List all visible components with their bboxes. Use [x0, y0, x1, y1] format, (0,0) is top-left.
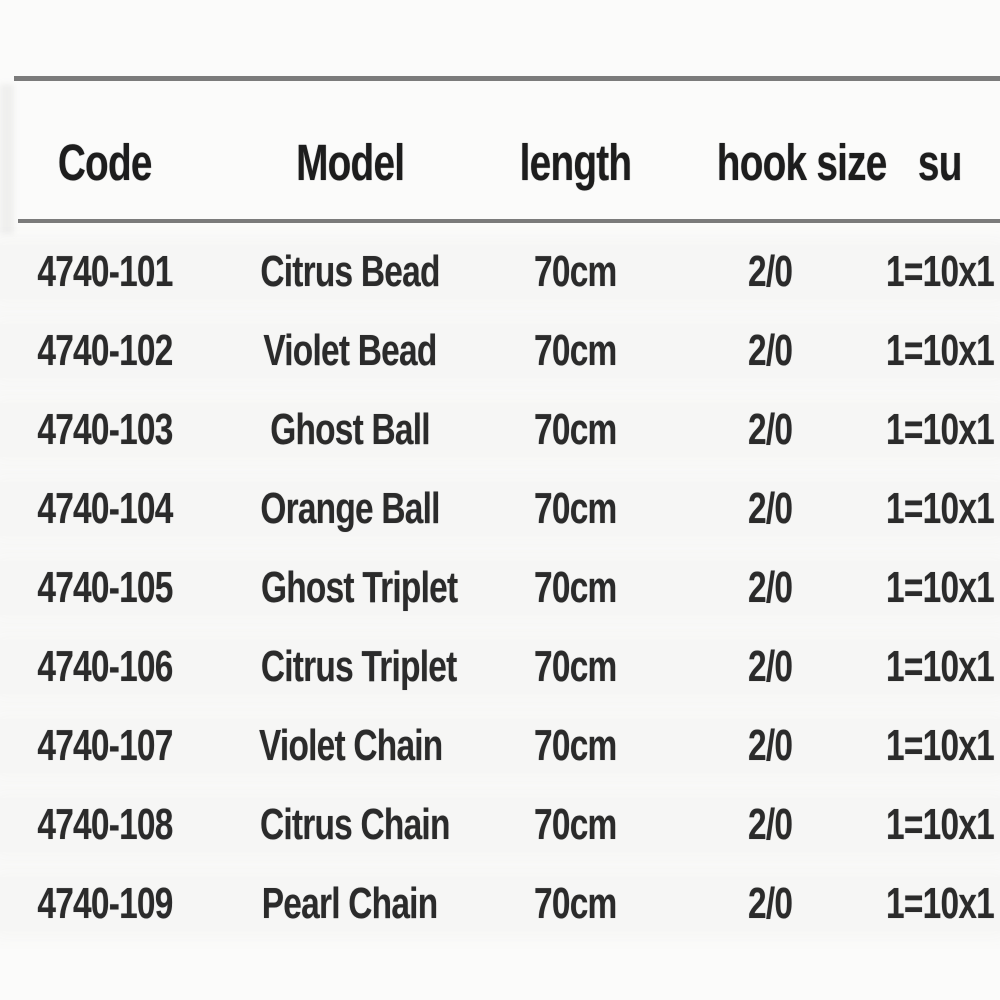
cell-su: [860, 719, 1000, 773]
cell-length: [480, 877, 670, 931]
length-value: 70cm: [533, 721, 617, 770]
length-value: 70cm: [533, 326, 617, 375]
column-header-hook-size: [690, 131, 887, 195]
cell-code: [15, 719, 195, 773]
cell-length: [480, 798, 670, 852]
cell-hook-size: [690, 482, 850, 536]
cell-model: [230, 798, 470, 852]
cell-hook-size: [690, 877, 850, 931]
table-row: [0, 877, 1000, 931]
cell-code: [15, 482, 195, 536]
cell-su: [860, 324, 1000, 378]
model-value: Violet Chain: [258, 721, 443, 770]
header-underline-rule: [18, 219, 1000, 223]
model-value: Citrus Chain: [259, 800, 450, 849]
code-value: 4740-103: [37, 405, 173, 454]
table-row: [0, 561, 1000, 615]
model-value: Citrus Triplet: [260, 642, 457, 691]
cell-length: [480, 719, 670, 773]
cell-model: [230, 403, 470, 457]
cell-su: [860, 482, 1000, 536]
hook-size-value: 2/0: [747, 800, 793, 849]
top-horizontal-rule: [14, 76, 1000, 81]
table-row: [0, 245, 1000, 299]
length-value: 70cm: [533, 405, 617, 454]
hook-size-value: 2/0: [747, 405, 793, 454]
code-value: 4740-106: [37, 642, 173, 691]
cell-su: [860, 245, 1000, 299]
code-value: 4740-101: [37, 247, 173, 296]
cell-hook-size: [690, 640, 850, 694]
header-label: hook size: [716, 134, 887, 191]
cell-code: [15, 877, 195, 931]
table-header-row: [0, 131, 1000, 195]
model-value: Pearl Chain: [262, 879, 438, 928]
hook-size-value: 2/0: [747, 326, 793, 375]
header-label: Model: [295, 134, 405, 191]
cell-hook-size: [690, 719, 850, 773]
table-row: [0, 482, 1000, 536]
hook-size-value: 2/0: [747, 563, 793, 612]
cell-su: [860, 561, 1000, 615]
cell-model: [230, 561, 470, 615]
hook-size-value: 2/0: [747, 642, 793, 691]
code-value: 4740-109: [37, 879, 173, 928]
cell-code: [15, 403, 195, 457]
table-row: [0, 798, 1000, 852]
su-value: 1=10x1: [886, 879, 994, 928]
code-value: 4740-108: [37, 800, 173, 849]
cell-su: [860, 640, 1000, 694]
su-value: 1=10x1: [886, 642, 994, 691]
cell-hook-size: [690, 245, 850, 299]
model-value: Ghost Triplet: [261, 563, 458, 612]
code-value: 4740-105: [37, 563, 173, 612]
su-value: 1=10x1: [886, 405, 994, 454]
table-row: [0, 324, 1000, 378]
cell-length: [480, 640, 670, 694]
table-row: [0, 719, 1000, 773]
cell-model: [230, 640, 470, 694]
table-row: [0, 403, 1000, 457]
su-value: 1=10x1: [886, 247, 994, 296]
length-value: 70cm: [533, 247, 617, 296]
su-value: 1=10x1: [886, 800, 994, 849]
length-value: 70cm: [533, 879, 617, 928]
cell-su: [860, 877, 1000, 931]
cell-hook-size: [690, 561, 850, 615]
hook-size-value: 2/0: [747, 879, 793, 928]
cell-code: [15, 245, 195, 299]
column-header-su: [860, 131, 1000, 195]
code-value: 4740-107: [37, 721, 173, 770]
su-value: 1=10x1: [886, 484, 994, 533]
cell-model: [230, 324, 470, 378]
column-header-length: [480, 131, 670, 195]
cell-su: [860, 403, 1000, 457]
su-value: 1=10x1: [886, 563, 994, 612]
su-value: 1=10x1: [886, 326, 994, 375]
cell-length: [480, 245, 670, 299]
cell-code: [15, 798, 195, 852]
cell-model: [230, 877, 470, 931]
cell-hook-size: [690, 798, 850, 852]
cell-length: [480, 403, 670, 457]
cell-length: [480, 561, 670, 615]
cell-code: [15, 640, 195, 694]
header-label: su: [918, 134, 962, 191]
cell-length: [480, 482, 670, 536]
cell-length: [480, 324, 670, 378]
cell-hook-size: [690, 403, 850, 457]
length-value: 70cm: [533, 800, 617, 849]
model-value: Citrus Bead: [260, 247, 440, 296]
header-label: Code: [58, 134, 152, 191]
cell-su: [860, 798, 1000, 852]
length-value: 70cm: [533, 563, 617, 612]
length-value: 70cm: [533, 484, 617, 533]
hook-size-value: 2/0: [747, 721, 793, 770]
code-value: 4740-102: [37, 326, 173, 375]
model-value: Orange Ball: [260, 484, 440, 533]
hook-size-value: 2/0: [747, 247, 793, 296]
length-value: 70cm: [533, 642, 617, 691]
header-label: length: [519, 134, 631, 191]
column-header-model: [230, 131, 470, 195]
code-value: 4740-104: [37, 484, 173, 533]
cell-code: [15, 324, 195, 378]
cell-model: [230, 719, 470, 773]
hook-size-value: 2/0: [747, 484, 793, 533]
su-value: 1=10x1: [886, 721, 994, 770]
cell-hook-size: [690, 324, 850, 378]
cell-code: [15, 561, 195, 615]
cell-model: [230, 482, 470, 536]
model-value: Violet Bead: [263, 326, 437, 375]
cell-model: [230, 245, 470, 299]
model-value: Ghost Ball: [270, 405, 430, 454]
column-header-code: [15, 131, 195, 195]
table-row: [0, 640, 1000, 694]
